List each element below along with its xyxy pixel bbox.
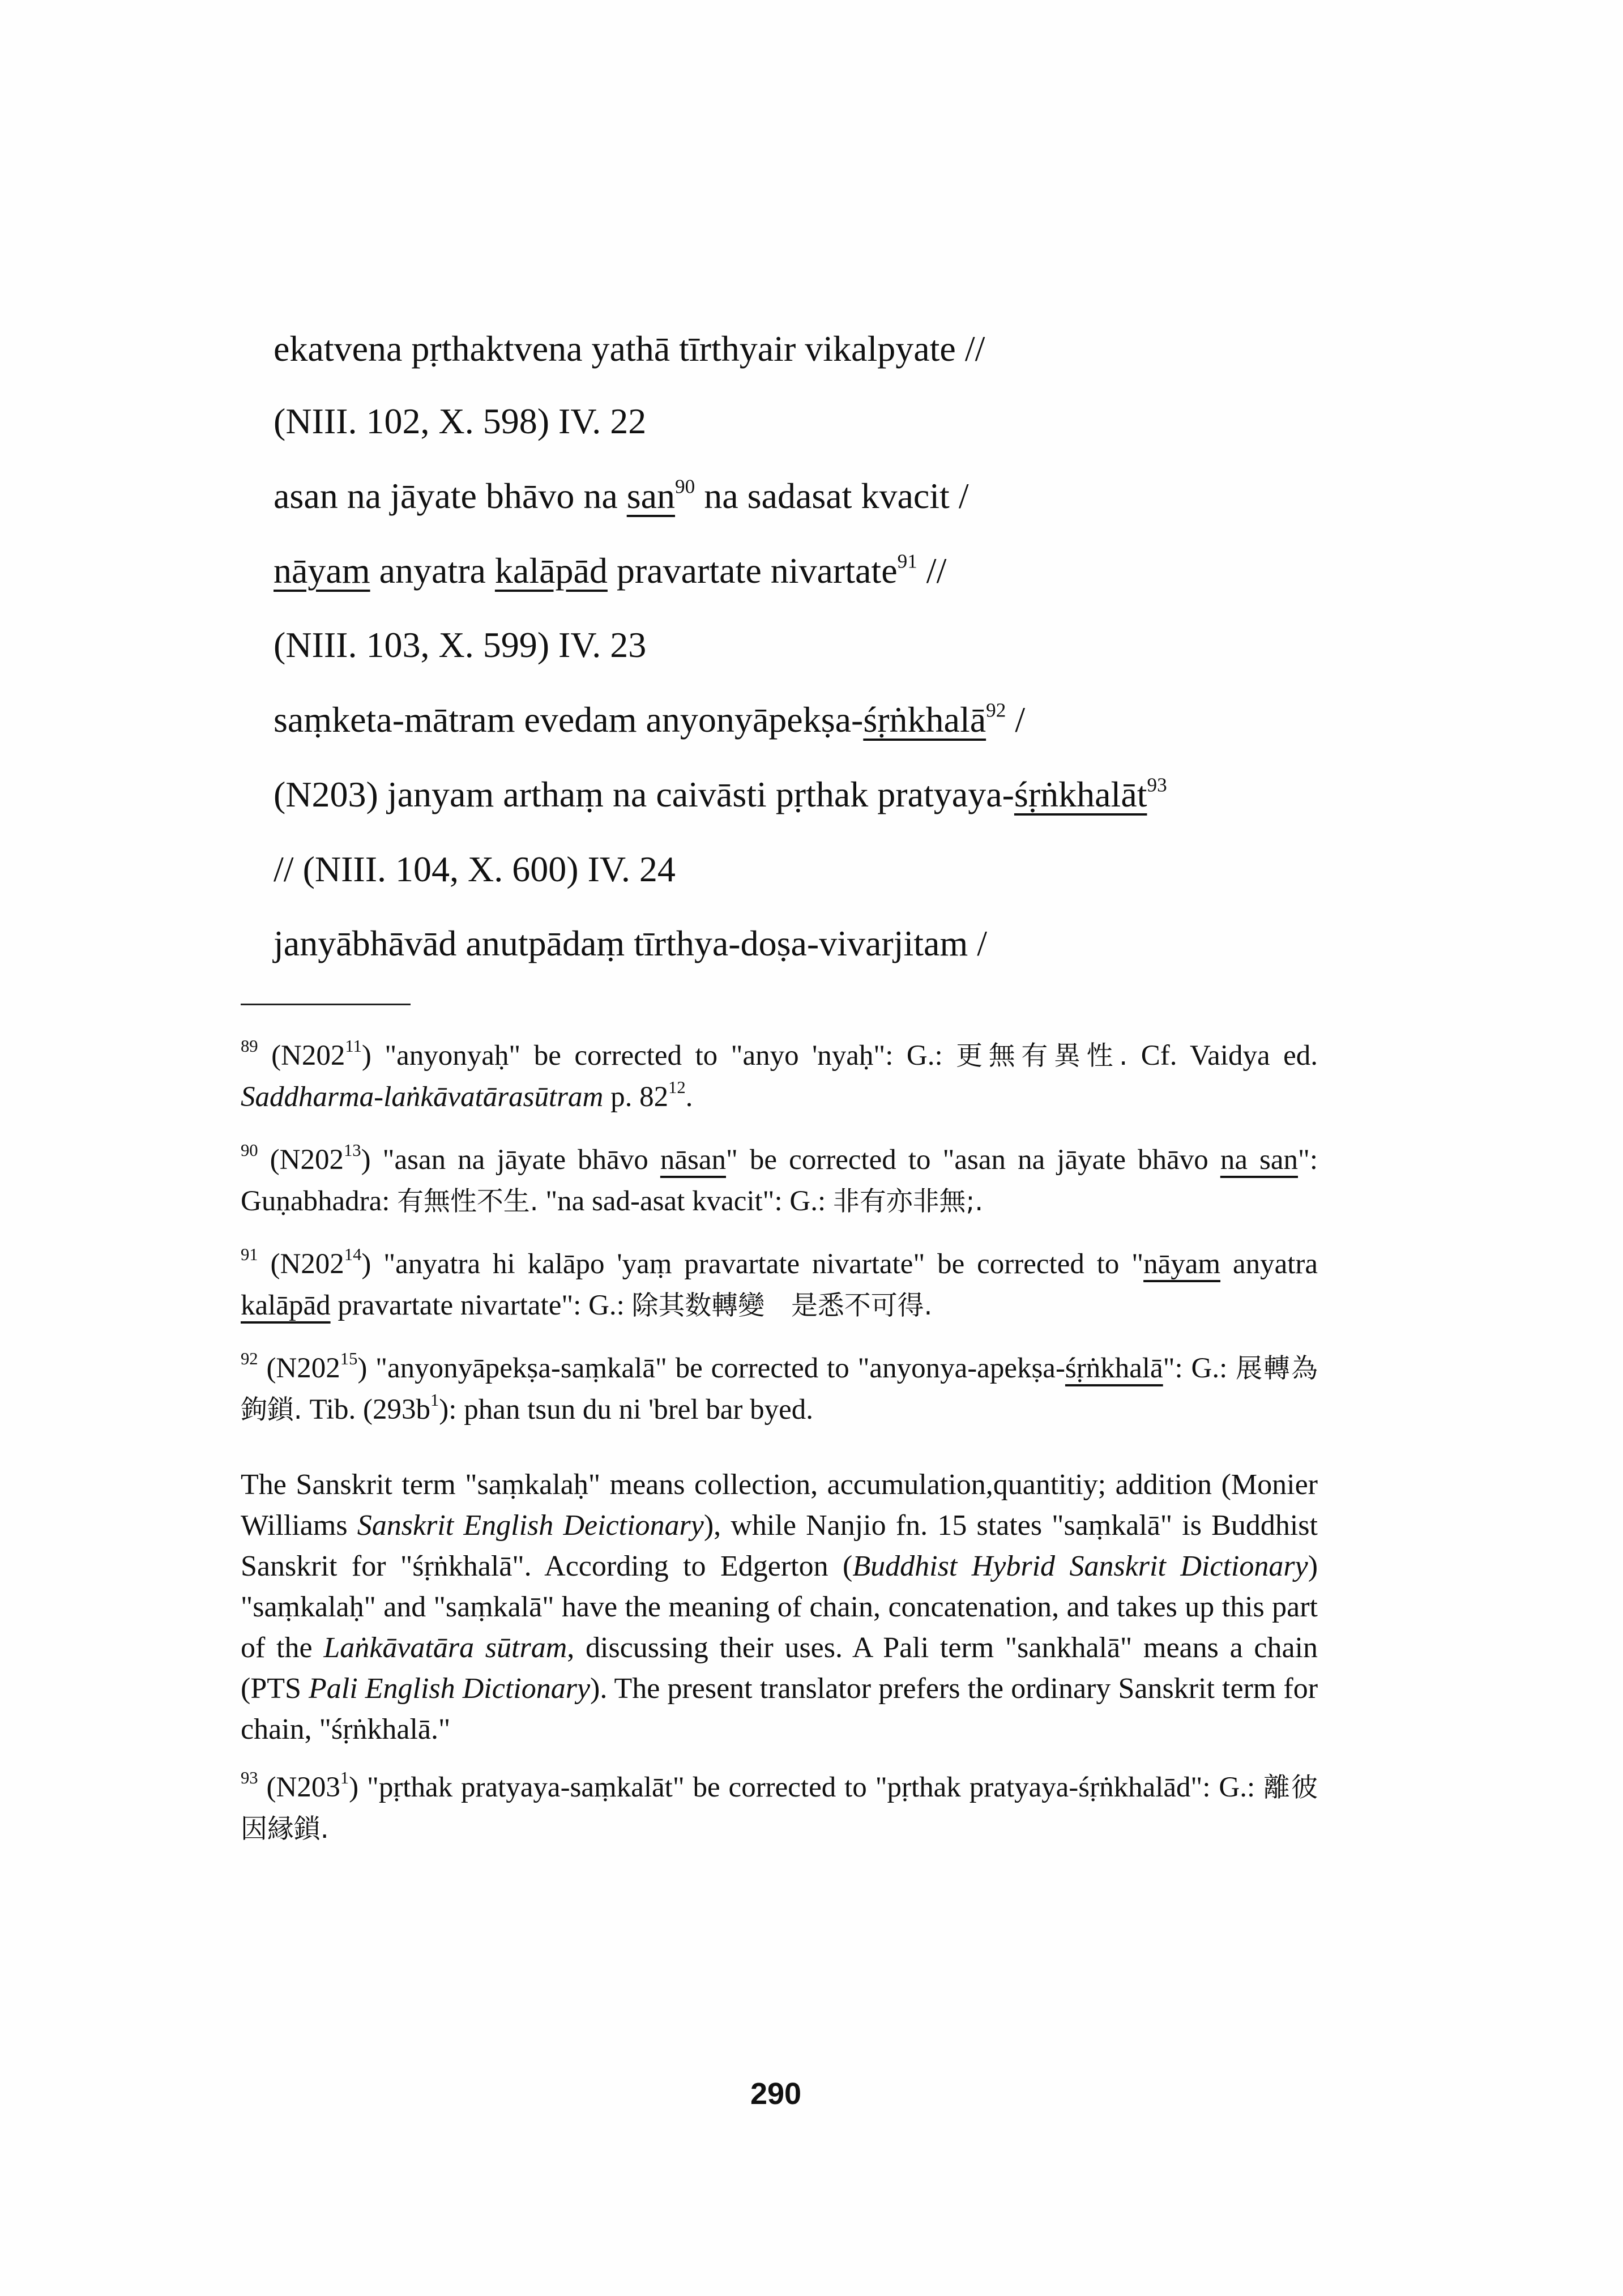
footnote-91: $^{91}$ $(N202^{14})$ "anyatra hi kalāpo 'yaṃ pravartate nivartate" be corrected to "nāyam anyatra kalāpād pravartate nivartate": G.: 除其数轉變 是悉不可得. bbox=[241, 1245, 1318, 1321]
verse-line-9: janyābhāvād anutpādaṃ tīrthya-doṣa-vivarjitam / bbox=[274, 923, 987, 963]
footnote-92: $^{92}$ $(N202^{15})$ "anyonyāpekṣa-saṃkalā" be corrected to "anyonya-apekṣa-śṛṅkhalā": G.: 展轉為鉤鎖. Tib. $(293b^1)$: phan tsun du ni 'brel bar byed. bbox=[241, 1349, 1318, 1426]
footnote-ref-90[interactable]: 90 bbox=[675, 475, 695, 498]
footnote-90: $^{90}$ $(N202^{13})$ "asan na jāyate bhāvo nāsan" be corrected to "asan na jāyate bhāvo na san": Guṇabhadra: 有無性不生. "na sad-asat kvacit": G.: 非有亦非無;. bbox=[241, 1141, 1318, 1217]
explanatory-paragraph: The Sanskrit term "saṃkalaḥ" means collection, accumulation,quantitiy; addition (Monier Williams Sanskrit English Deictionary), while Nanjio fn. 15 states "saṃkalā" is Buddhist Sanskrit for "śṛṅkhalā". According to Edgerton (Buddhist Hybrid Sanskrit Dictionary) "saṃkalaḥ" and "saṃkalā" have the meaning of chain, concatenation, and takes up this part of the Laṅkāvatāra sūtram, discussing their uses. A Pali term "sankhalā" means a chain (PTS Pali English Dictionary). The present translator prefers the ordinary Sanskrit term for chain, "śṛṅkhalā." bbox=[241, 1469, 1318, 1746]
verse-line-4: nāyam anyatra kalāpād pravartate nivartate$^{91}$ // bbox=[274, 550, 947, 591]
verse-line-7: (N203) janyam arthaṃ na caivāsti pṛthak pratyaya-śṛṅkhalāt$^{93}$ bbox=[274, 774, 1167, 814]
footnote-ref-92[interactable]: 92 bbox=[986, 699, 1006, 722]
verse-line-5: (NIII. 103, X. 599) IV. 23 bbox=[274, 625, 647, 665]
verse-line-3: asan na jāyate bhāvo na san$^{90}$ na sadasat kvacit / bbox=[274, 475, 969, 516]
page-number: 290 bbox=[750, 2077, 802, 2111]
footnote-separator bbox=[241, 1004, 411, 1005]
footnote-ref-91[interactable]: 91 bbox=[897, 550, 917, 573]
footnote-93: $^{93}$ $(N203^1)$ "pṛthak pratyaya-saṃkalāt" be corrected to "pṛthak pratyaya-śṛṅkhalād": G.: 離彼因縁鎖. bbox=[241, 1768, 1318, 1845]
footnote-ref-93[interactable]: 93 bbox=[1147, 774, 1167, 796]
verse-line-2: (NIII. 102, X. 598) IV. 22 bbox=[274, 401, 647, 441]
footnote-89: $^{89}$ $(N202^{11})$ "anyonyaḥ" be corrected to "anyo 'nyaḥ": G.: 更無有異性. Cf. Vaidya ed. Saddharma-laṅkāvatārasūtram p. $82^{12}$. bbox=[241, 1036, 1318, 1113]
verse-line-8: // (NIII. 104, X. 600) IV. 24 bbox=[274, 849, 676, 889]
verse-line-6: saṃketa-mātram evedam anyonyāpekṣa-śṛṅkhalā$^{92}$ / bbox=[274, 699, 1026, 740]
verse-line-1: ekatvena pṛthaktvena yathā tīrthyair vikalpyate // bbox=[274, 328, 985, 369]
